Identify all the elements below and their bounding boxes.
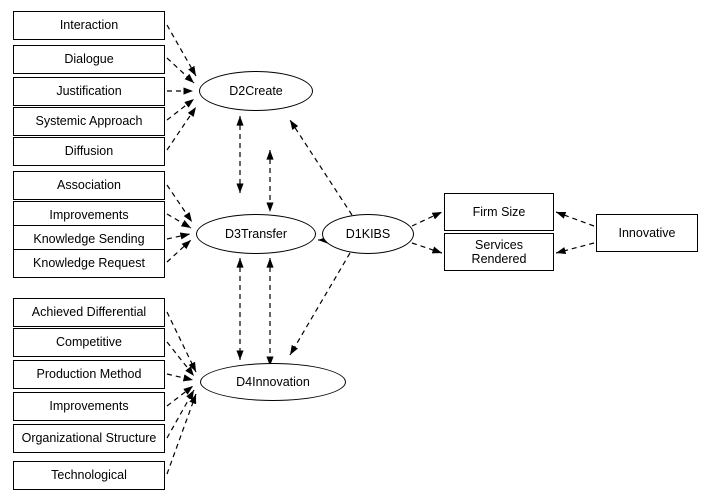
indicator-systemic-approach[interactable]	[13, 107, 165, 136]
node-d4innovation[interactable]	[200, 363, 346, 401]
indicator-organizational-structure[interactable]	[13, 424, 165, 453]
indicator-label: Firm Size	[472, 204, 526, 219]
indicator-dialogue[interactable]	[13, 45, 165, 74]
indicator-label: Interaction	[59, 18, 119, 33]
node-label: D1KIBS	[345, 227, 391, 241]
indicator-competitive[interactable]	[13, 328, 165, 357]
indicator-label: Technological	[51, 468, 127, 483]
indicator-label: Improvements	[49, 399, 129, 414]
indicator-firm-size[interactable]	[444, 193, 554, 231]
indicator-label: Diffusion	[64, 144, 114, 159]
indicator-label: Services Rendered	[471, 237, 527, 266]
indicator-services-rendered[interactable]	[444, 233, 554, 271]
indicator-justification[interactable]	[13, 77, 165, 106]
indicator-label: Improvements	[49, 208, 129, 223]
indicator-interaction[interactable]	[13, 11, 165, 40]
indicator-improvements-innovation[interactable]	[13, 392, 165, 421]
indicator-diffusion[interactable]	[13, 137, 165, 166]
indicator-knowledge-request[interactable]	[13, 249, 165, 278]
indicator-label: Achieved Differential	[31, 305, 147, 320]
indicator-label: Knowledge Sending	[33, 232, 145, 247]
node-d2create[interactable]	[199, 71, 313, 111]
node-d3transfer[interactable]	[196, 214, 316, 254]
indicator-technological[interactable]	[13, 461, 165, 490]
indicator-label: Competitive	[56, 335, 122, 350]
indicator-label: Systemic Approach	[35, 114, 143, 129]
indicator-label: Justification	[56, 84, 122, 99]
indicator-label: Production Method	[36, 367, 142, 382]
indicator-production-method[interactable]	[13, 360, 165, 389]
indicator-label: Knowledge Request	[33, 256, 145, 271]
indicator-label: Organizational Structure	[21, 431, 157, 446]
indicator-label: Association	[57, 178, 121, 193]
indicator-achieved-differential[interactable]	[13, 298, 165, 327]
indicator-association[interactable]	[13, 171, 165, 200]
node-d1kibs[interactable]	[322, 214, 414, 254]
indicator-innovative[interactable]	[596, 214, 698, 252]
node-label: D3Transfer	[224, 227, 288, 241]
indicator-label: Innovative	[618, 225, 676, 240]
node-label: D4Innovation	[236, 375, 310, 389]
node-label: D2Create	[229, 84, 283, 98]
indicator-label: Dialogue	[64, 52, 114, 67]
